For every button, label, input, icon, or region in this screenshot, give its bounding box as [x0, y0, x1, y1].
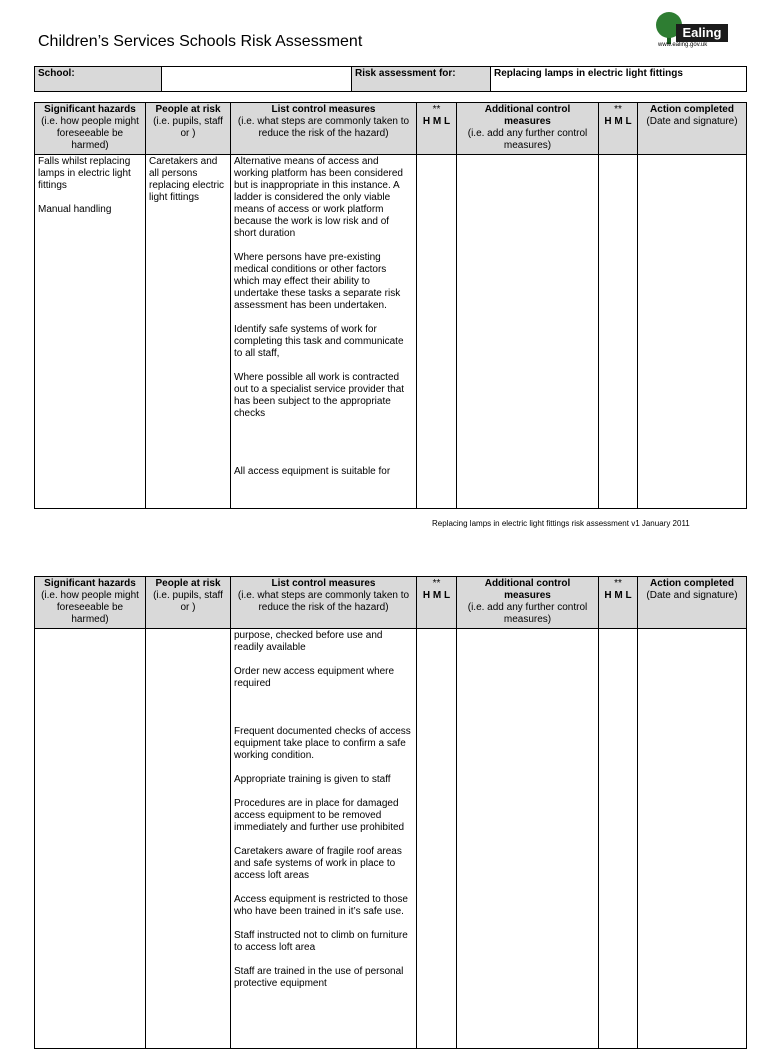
col-controls-sub: (i.e. what steps are commonly taken to reduce the risk of the hazard)	[237, 590, 410, 613]
additional-cell	[457, 155, 599, 509]
col-rating-label: H M L	[422, 590, 451, 601]
control-measure: Order new access equipment where required	[234, 666, 395, 689]
logo-text: Ealing	[676, 24, 728, 42]
page-footer: Replacing lamps in electric light fittings risk assessment v1 January 2011	[432, 519, 690, 528]
school-value	[162, 67, 352, 92]
col-action-sub: (Date and signature)	[646, 590, 738, 601]
col-additional-title: Additional control measures	[484, 104, 571, 127]
col-additional-sub: (i.e. add any further control measures)	[467, 602, 588, 625]
control-measure: All access equipment is suitable for	[234, 466, 391, 477]
col-hazards	[35, 577, 146, 629]
info-table	[34, 66, 747, 92]
people-cell	[146, 629, 231, 1049]
hazard-item: Falls whilst replacing lamps in electric light fittings	[38, 156, 131, 191]
control-measure: Alternative means of access and working platform has been considered but is inappropriate in this instance. A ladder is considered the only viable means of access or work platform because the work is low risk and of short duration	[234, 156, 403, 239]
col-hazards-sub: (i.e. how people might foreseeable be harmed)	[41, 590, 139, 625]
rating-cell-2	[599, 629, 638, 1049]
logo-url: www.ealing.gov.uk	[658, 42, 708, 48]
col-rating-label: H M L	[422, 116, 451, 127]
risk-table-page1	[34, 102, 747, 509]
col-rating-mark: **	[432, 104, 441, 115]
risk-table-page2	[34, 576, 747, 1049]
additional-cell	[457, 629, 599, 1049]
col-controls	[231, 103, 417, 155]
col-controls	[231, 577, 417, 629]
col-additional	[457, 577, 599, 629]
col-people-sub: (i.e. pupils, staff or )	[153, 116, 223, 139]
col-action	[638, 577, 747, 629]
col-rating	[417, 103, 457, 155]
controls-cell	[231, 155, 417, 509]
col-additional-title: Additional control measures	[484, 578, 571, 601]
col-rating-2	[599, 103, 638, 155]
control-measure: purpose, checked before use and readily available	[234, 630, 383, 653]
control-measure: Appropriate training is given to staff	[234, 774, 391, 785]
action-cell	[638, 155, 747, 509]
people-cell: Caretakers and all persons replacing electric light fittings	[146, 155, 231, 509]
control-measure: Where possible all work is contracted out to a specialist service provider that has been subject to the appropriate checks	[234, 372, 405, 419]
col-hazards-title: Significant hazards	[44, 578, 136, 589]
col-rating-label-2: H M L	[604, 116, 632, 127]
risk-assessment-value: Replacing lamps in electric light fittings	[491, 67, 747, 92]
col-people-title: People at risk	[155, 104, 221, 115]
page-title: Children’s Services Schools Risk Assessment	[38, 33, 363, 50]
controls-cell	[231, 629, 417, 1049]
col-hazards-title: Significant hazards	[44, 104, 136, 115]
ealing-logo	[652, 10, 732, 54]
control-measure: Procedures are in place for damaged access equipment to be removed immediately and further use prohibited	[234, 798, 405, 833]
col-rating-mark-2: **	[614, 578, 622, 589]
col-rating	[417, 577, 457, 629]
control-measure: Staff instructed not to climb on furniture to access loft area	[234, 930, 408, 953]
col-controls-title: List control measures	[271, 104, 376, 115]
hazard-item: Manual handling	[38, 204, 112, 215]
col-people	[146, 103, 231, 155]
col-controls-sub: (i.e. what steps are commonly taken to reduce the risk of the hazard)	[237, 116, 410, 139]
control-measure: Staff are trained in the use of personal protective equipment	[234, 966, 404, 989]
hazards-cell	[35, 155, 146, 509]
school-label: School:	[35, 67, 162, 92]
col-action	[638, 103, 747, 155]
rating-cell-2	[599, 155, 638, 509]
col-hazards	[35, 103, 146, 155]
control-measure: Where persons have pre-existing medical conditions or other factors which may effect their ability to undertake these tasks a separate risk assessment has been undertaken.	[234, 252, 401, 311]
control-measure: Identify safe systems of work for completing this task and communicate to all staff,	[234, 324, 404, 359]
action-cell	[638, 629, 747, 1049]
col-hazards-sub: (i.e. how people might foreseeable be harmed)	[41, 116, 139, 151]
control-measure: Access equipment is restricted to those who have been trained in it’s safe use.	[234, 894, 408, 917]
col-rating-mark-2: **	[614, 104, 622, 115]
col-additional-sub: (i.e. add any further control measures)	[467, 128, 588, 151]
rating-cell	[417, 629, 457, 1049]
col-people-title: People at risk	[155, 578, 221, 589]
col-rating-mark: **	[432, 578, 441, 589]
control-measure: Frequent documented checks of access equipment take place to confirm a safe working condition.	[234, 726, 411, 761]
col-people-sub: (i.e. pupils, staff or )	[153, 590, 223, 613]
col-controls-title: List control measures	[271, 578, 376, 589]
control-measure: Caretakers aware of fragile roof areas and safe systems of work in place to access loft areas	[234, 846, 402, 881]
col-rating-2	[599, 577, 638, 629]
col-rating-label-2: H M L	[604, 590, 632, 601]
col-additional	[457, 103, 599, 155]
rating-cell	[417, 155, 457, 509]
col-action-title: Action completed	[650, 578, 734, 589]
risk-assessment-label: Risk assessment for:	[352, 67, 491, 92]
hazards-cell	[35, 629, 146, 1049]
col-people	[146, 577, 231, 629]
col-action-sub: (Date and signature)	[646, 116, 738, 127]
col-action-title: Action completed	[650, 104, 734, 115]
